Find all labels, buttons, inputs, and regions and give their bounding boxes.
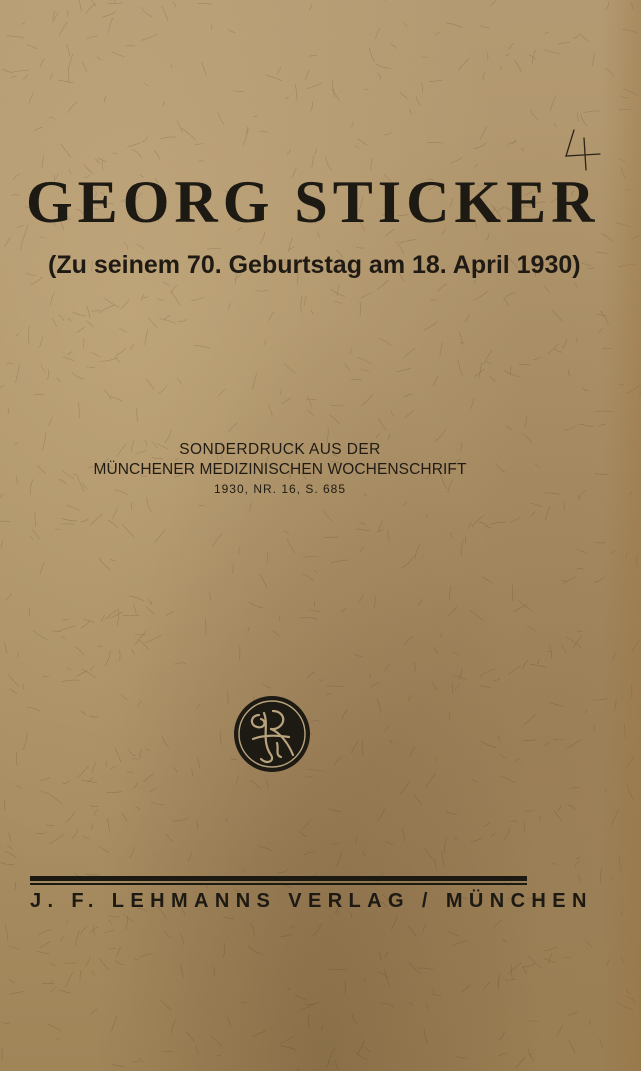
publisher-monogram-icon	[231, 693, 313, 775]
reprint-line-2: MÜNCHENER MEDIZINISCHEN WOCHENSCHRIFT	[93, 461, 467, 478]
reprint-notice	[80, 440, 480, 498]
publisher-imprint: J. F. LEHMANNS VERLAG / MÜNCHEN	[30, 890, 593, 912]
handwritten-mark-icon	[560, 126, 610, 172]
publisher-rule-thin	[30, 883, 527, 885]
publisher-rule-thick	[30, 876, 527, 881]
page-title: GEORG STICKER	[26, 169, 600, 235]
subtitle: (Zu seinem 70. Geburtstag am 18. April 1930)	[48, 251, 581, 279]
reprint-line-3: 1930, NR. 16, S. 685	[213, 482, 347, 496]
reprint-line-1: SONDERDRUCK AUS DER	[179, 441, 381, 458]
